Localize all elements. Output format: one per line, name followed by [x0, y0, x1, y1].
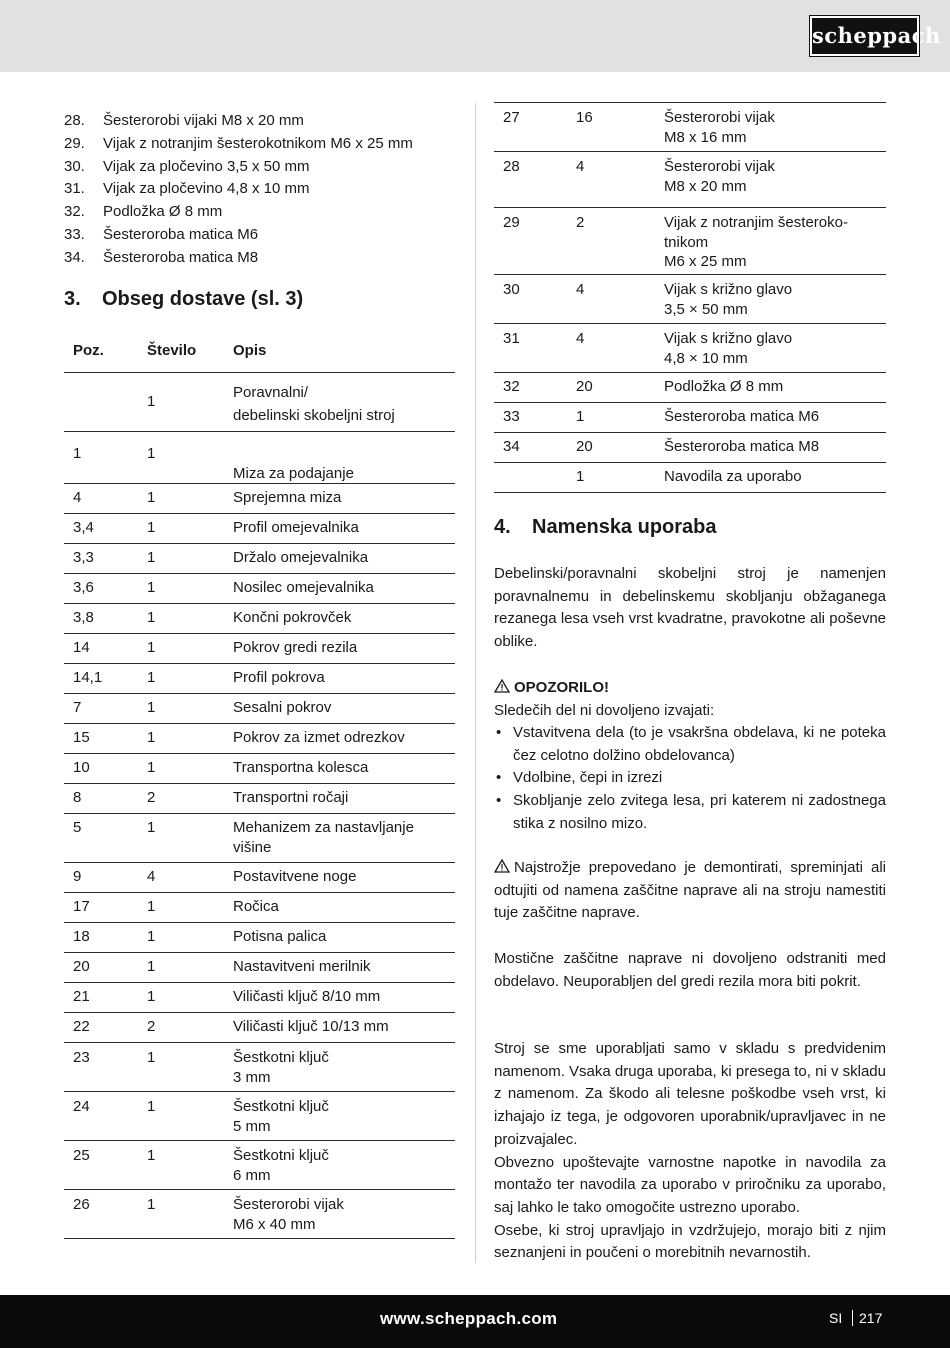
cell-pos: 9 — [64, 863, 147, 893]
cell-count: 1 — [576, 463, 664, 493]
item-text: Vijak za pločevino 3,5 x 50 mm — [103, 157, 310, 175]
cell-count: 4 — [576, 275, 664, 324]
cell-pos: 17 — [64, 893, 147, 923]
cell-count: 1 — [147, 1141, 233, 1190]
delivery-table-right — [494, 102, 886, 493]
intro-paragraph: Debelinski/poravnalni skobeljni stroj je namenjen poravnalnemu in debelinskemu skobljanju obžaganega rezanega lesa vseh vrst kvadratne, pravokotne ali poševne oblike. — [494, 565, 886, 651]
usage-paragraphs — [494, 1038, 886, 1265]
cell-desc: Pokrov gredi rezila — [233, 634, 455, 664]
cell-desc: Šesteroroba matica M8 — [664, 433, 886, 463]
cell-count: 1 — [147, 694, 233, 724]
cell-pos: 21 — [64, 983, 147, 1013]
cell-desc: Držalo omejevalnika — [233, 544, 455, 574]
header-pos: Poz. — [73, 342, 104, 359]
cell-pos: 14 — [64, 634, 147, 664]
table-row — [64, 724, 455, 754]
header-band — [0, 0, 950, 72]
footer-language: SI — [829, 1310, 843, 1326]
cell-pos: 8 — [64, 784, 147, 814]
safety-paragraph: Obvezno upoštevajte varnostne napotke in navodila za montažo ter navodila za uporabo v priročniku za uporabo, saj lahko le tako omogočite ustrezno uporabo. — [494, 1153, 886, 1216]
cell-desc: Transportna kolesca — [233, 754, 455, 784]
table-row — [494, 103, 886, 152]
bullet-item: • Vstavitvena dela (to je vsakršna obdelava, ki ne poteka čez celotno dolžino obdelovanca) — [496, 724, 886, 764]
cell-count: 1 — [147, 754, 233, 784]
item-text: Vijak za pločevino 4,8 x 10 mm — [103, 180, 310, 198]
parts-list-item — [64, 178, 464, 201]
cell-count: 2 — [576, 208, 664, 275]
item-number: 34. — [64, 248, 85, 266]
cell-pos: 20 — [64, 953, 147, 983]
table-row — [64, 432, 455, 484]
prohibition-text: Najstrožje prepovedano je demontirati, spreminjati ali odtujiti od namena zaščitne naprave ali na stroju namestiti tuje zaščitne naprave. — [494, 859, 886, 922]
item-text: Šesteroroba matica M6 — [103, 225, 259, 243]
cell-count: 4 — [576, 152, 664, 208]
cell-pos: 22 — [64, 1013, 147, 1043]
section-4-heading — [494, 516, 717, 539]
table-row — [64, 863, 455, 893]
column-divider — [475, 103, 476, 1263]
parts-list-item — [64, 110, 464, 133]
section-3-number: 3. — [64, 288, 81, 310]
cell-count: 1 — [147, 1190, 233, 1239]
table-row — [494, 208, 886, 275]
header-count: Število — [147, 342, 197, 359]
table-row — [494, 275, 886, 324]
table-row — [64, 893, 455, 923]
cell-count: 4 — [147, 863, 233, 893]
cell-count: 4 — [576, 324, 664, 373]
cell-desc: Šestkotni ključ 5 mm — [233, 1092, 455, 1141]
table-row — [64, 544, 455, 574]
cell-desc: Končni pokrovček — [233, 604, 455, 634]
parts-list-item — [64, 247, 464, 270]
cell-desc: Vijak z notranjim šesteroko- tnikom M6 x 25 mm — [664, 208, 886, 275]
cell-desc: Nastavitveni merilnik — [233, 953, 455, 983]
item-text: Šesteroroba matica M8 — [103, 248, 259, 266]
cell-pos: 27 — [494, 103, 576, 152]
cell-count: 1 — [147, 544, 233, 574]
cell-desc: Profil pokrova — [233, 664, 455, 694]
cell-desc: Ročica — [233, 893, 455, 923]
warning-block — [494, 677, 886, 722]
item-number: 28. — [64, 112, 85, 129]
table-row — [64, 634, 455, 664]
parts-list-item — [64, 133, 464, 156]
cell-count: 1 — [147, 1092, 233, 1141]
table-row — [494, 463, 886, 493]
cell-count: 1 — [147, 664, 233, 694]
cell-pos: 14,1 — [64, 664, 147, 694]
warning-title: OPOZORILO! — [514, 679, 609, 696]
header-desc: Opis — [233, 342, 267, 359]
cell-pos: 34 — [494, 433, 576, 463]
cell-pos: 18 — [64, 923, 147, 953]
item-number: 33. — [64, 225, 85, 243]
table-row — [64, 754, 455, 784]
cell-count: 1 — [147, 814, 233, 863]
table-row — [494, 152, 886, 208]
cell-desc: Profil omejevalnika — [233, 514, 455, 544]
footer-separator — [852, 1310, 853, 1326]
cell-pos: 5 — [64, 814, 147, 863]
cell-desc: Šesterorobi vijak M8 x 20 mm — [664, 152, 886, 208]
table-row — [64, 574, 455, 604]
cell-count: 20 — [576, 373, 664, 403]
table-row — [494, 403, 886, 433]
cell-count: 1 — [147, 373, 233, 432]
cell-pos: 28 — [494, 152, 576, 208]
bullet-item: • Skobljanje zelo zvitega lesa, pri katerem ni zadostnega stika z nosilno mizo. — [496, 792, 886, 832]
cell-count: 1 — [147, 953, 233, 983]
cell-pos: 4 — [64, 484, 147, 514]
item-number: 31. — [64, 180, 85, 198]
page-number: 217 — [859, 1310, 883, 1326]
item-number: 30. — [64, 157, 85, 175]
table-row — [64, 923, 455, 953]
cell-pos: 24 — [64, 1092, 147, 1141]
parts-list-item — [64, 156, 464, 179]
cell-pos: 3,8 — [64, 604, 147, 634]
cell-desc: Šesteroroba matica M6 — [664, 403, 886, 433]
cell-pos: 25 — [64, 1141, 147, 1190]
use-paragraph: Stroj se sme uporabljati samo v skladu s predvidenim namenom. Vsaka druga uporaba, ki presega to, ni v skladu z namenom. Za škodo ali telesne poškodbe vseh vrst, ki izhajajo iz tega, je odgovoren uporabnik/upravljavec in ne proizvajalec. — [494, 1040, 886, 1148]
section-3-title: Obseg dostave (sl. 3) — [102, 288, 304, 310]
cell-desc: Navodila za uporabo — [664, 463, 886, 493]
cell-pos: 29 — [494, 208, 576, 275]
table-row — [64, 664, 455, 694]
cell-desc: Šestkotni ključ 6 mm — [233, 1141, 455, 1190]
cell-pos: 26 — [64, 1190, 147, 1239]
cell-desc: Postavitvene noge — [233, 863, 455, 893]
table-row — [64, 484, 455, 514]
cell-pos — [64, 373, 147, 432]
footer-url[interactable]: www.scheppach.com — [380, 1309, 558, 1328]
prohibited-work-list — [494, 722, 886, 832]
delivery-table-left — [64, 372, 455, 1239]
item-number: 29. — [64, 134, 85, 152]
persons-paragraph: Osebe, ki stroj upravljajo in vzdržujejo, morajo biti z njim seznanjeni in poučeni o morebitnih nevarnostih. — [494, 1221, 886, 1262]
item-text: Podložka Ø 8 mm — [103, 203, 223, 221]
cell-count: 2 — [147, 784, 233, 814]
table-row — [64, 953, 455, 983]
table-row — [64, 604, 455, 634]
cell-pos: 32 — [494, 373, 576, 403]
table-row — [494, 324, 886, 373]
cell-pos: 3,3 — [64, 544, 147, 574]
section-4-title: Namenska uporaba — [532, 516, 717, 538]
item-text: Šesterorobi vijaki M8 x 20 mm — [103, 112, 304, 129]
table-row — [64, 1013, 455, 1043]
cell-desc: Viličasti ključ 10/13 mm — [233, 1013, 455, 1043]
table-row — [64, 983, 455, 1013]
cell-pos: 30 — [494, 275, 576, 324]
cell-pos: 3,4 — [64, 514, 147, 544]
bullet-item: • Vdolbine, čepi in izrezi — [496, 769, 663, 786]
prohibition-paragraph — [494, 857, 886, 925]
warning-triangle-icon — [494, 859, 510, 873]
table-row — [64, 1190, 455, 1239]
warning-triangle-icon — [494, 679, 510, 693]
parts-list-item — [64, 224, 464, 247]
cell-count: 1 — [147, 983, 233, 1013]
table-row — [64, 373, 455, 432]
section-3-heading — [64, 288, 303, 311]
cell-pos: 7 — [64, 694, 147, 724]
table-row — [64, 814, 455, 863]
cell-count: 1 — [147, 514, 233, 544]
cell-count: 1 — [147, 893, 233, 923]
cell-desc: Pokrov za izmet odrezkov — [233, 724, 455, 754]
cell-pos: 15 — [64, 724, 147, 754]
cell-desc: Vijak s križno glavo 3,5 × 50 mm — [664, 275, 886, 324]
section-4-number: 4. — [494, 516, 511, 538]
item-text: Vijak z notranjim šesterokotnikom M6 x 25 mm — [103, 134, 413, 152]
cell-desc: Sprejemna miza — [233, 484, 455, 514]
cell-count: 1 — [147, 1043, 233, 1092]
footer-bar — [0, 1295, 950, 1348]
table-row — [64, 784, 455, 814]
scheppach-logo: scheppach — [810, 16, 919, 56]
table-row — [494, 373, 886, 403]
cell-count: 1 — [147, 484, 233, 514]
cell-desc: Nosilec omejevalnika — [233, 574, 455, 604]
cell-count: 1 — [147, 574, 233, 604]
table-row — [64, 1043, 455, 1092]
cell-desc: Potisna palica — [233, 923, 455, 953]
table-row — [64, 514, 455, 544]
cell-count: 1 — [576, 403, 664, 433]
cell-pos: 23 — [64, 1043, 147, 1092]
cell-count: 16 — [576, 103, 664, 152]
cell-pos: 31 — [494, 324, 576, 373]
cell-desc: Vijak s križno glavo 4,8 × 10 mm — [664, 324, 886, 373]
intended-use-intro — [494, 563, 886, 654]
delivery-table-header — [64, 339, 455, 363]
cell-count: 1 — [147, 432, 233, 484]
cell-desc: Podložka Ø 8 mm — [664, 373, 886, 403]
cell-desc: Sesalni pokrov — [233, 694, 455, 724]
cell-count: 1 — [147, 923, 233, 953]
cell-count: 2 — [147, 1013, 233, 1043]
cell-pos: 1 — [64, 432, 147, 484]
warning-lead: Sledečih del ni dovoljeno izvajati: — [494, 701, 715, 719]
table-row — [64, 694, 455, 724]
parts-list-continued — [64, 110, 464, 270]
cell-count: 20 — [576, 433, 664, 463]
bridge-guard-paragraph: Mostične zaščitne naprave ni dovoljeno odstraniti med obdelavo. Neuporabljen del gredi rezila mora biti pokrit. — [494, 950, 886, 990]
cell-pos — [494, 463, 576, 493]
cell-desc: Mehanizem za nastavljanje višine — [233, 814, 455, 863]
cell-count: 1 — [147, 634, 233, 664]
table-row — [494, 433, 886, 463]
item-number: 32. — [64, 203, 85, 221]
cell-desc: Poravnalni/ debelinski skobeljni stroj — [233, 373, 455, 432]
cell-desc: Šesterorobi vijak M6 x 40 mm — [233, 1190, 455, 1239]
cell-pos: 3,6 — [64, 574, 147, 604]
cell-pos: 10 — [64, 754, 147, 784]
cell-desc: Miza za podajanje — [233, 432, 455, 484]
cell-pos: 33 — [494, 403, 576, 433]
parts-list-item — [64, 201, 464, 224]
table-row — [64, 1141, 455, 1190]
cell-desc: Šesterorobi vijak M8 x 16 mm — [664, 103, 886, 152]
cell-desc: Šestkotni ključ 3 mm — [233, 1043, 455, 1092]
cell-count: 1 — [147, 604, 233, 634]
table-row — [64, 1092, 455, 1141]
cell-desc: Transportni ročaji — [233, 784, 455, 814]
warning-heading — [494, 677, 886, 700]
cell-count: 1 — [147, 724, 233, 754]
cell-desc: Viličasti ključ 8/10 mm — [233, 983, 455, 1013]
